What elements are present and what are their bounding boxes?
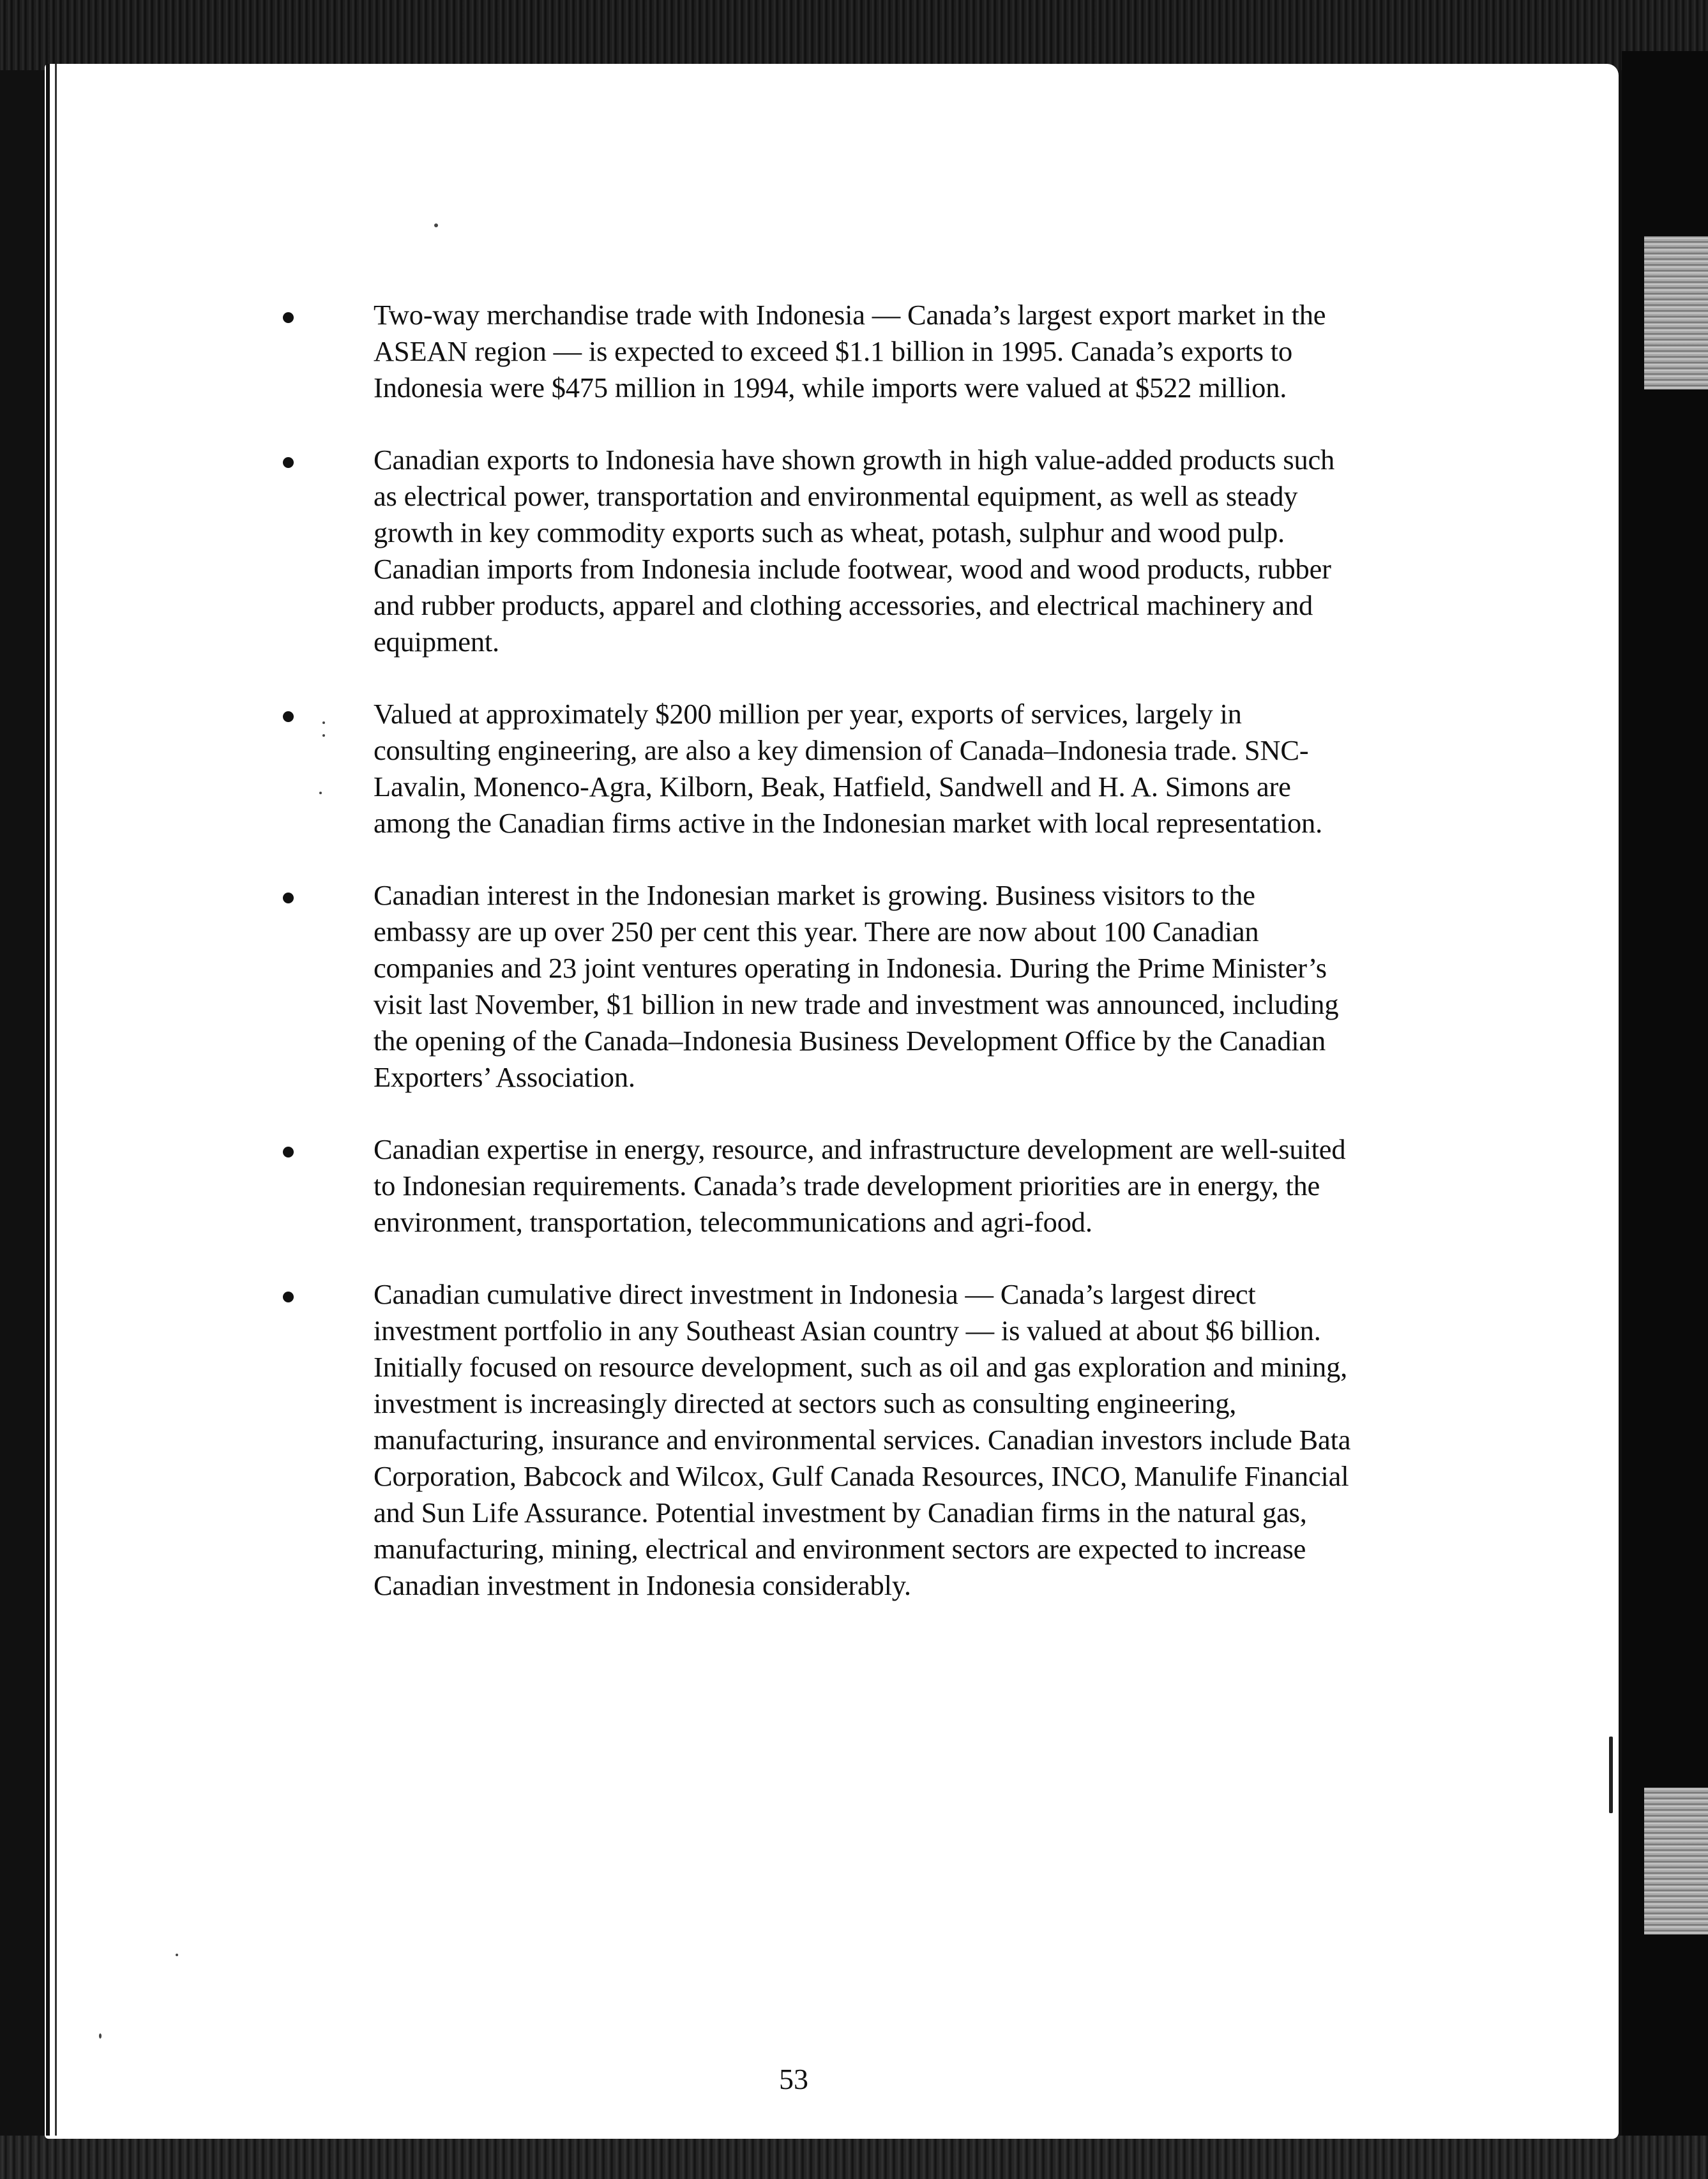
bullet-text: Canadian exports to Indonesia have shown growth in high value-added products such as electrical power, transportation and environmental equipment, as well as steady growth in key commodity exports such as wheat, potash, sulphur and wood pulp. Canadian imports from Indonesia include footwear, wood and wood products, rubber and rubber products, apparel and clothing accessories, and electrical machinery and equipment.	[374, 444, 1335, 658]
bullet-text: Canadian interest in the Indonesian market is growing. Business visitors to the embassy are up over 250 per cent this year. There are now about 100 Canadian companies and 23 joint ventures operating in Indonesia. During the Prime Minister’s visit last November, $1 billion in new trade and investment was announced, including the opening of the Canada–Indonesia Business Development Office by the Canadian Exporters’ Association.	[374, 879, 1339, 1093]
bullet-text: Two-way merchandise trade with Indonesia — Canada’s largest export market in the ASEAN region — is expected to exceed $1.1 billion in 1995. Canada’s exports to Indonesia were $475 million in 1994, while imports were valued at $522 million.	[374, 299, 1326, 403]
bullet-icon	[283, 893, 294, 903]
bullet-icon	[283, 1147, 294, 1157]
bullet-item-exports-imports	[374, 442, 1357, 660]
bullet-list	[374, 297, 1357, 1640]
scan-border-top	[0, 0, 1708, 70]
bullet-item-expertise	[374, 1131, 1357, 1240]
scan-speck	[322, 734, 325, 737]
scan-speck	[176, 1954, 178, 1956]
bullet-icon	[283, 1292, 294, 1302]
page-number: 53	[779, 2063, 808, 2095]
scan-noise-right-lower	[1644, 1788, 1708, 1934]
bullet-icon	[283, 711, 294, 722]
scan-speck	[99, 2033, 102, 2039]
bullet-item-direct-investment	[374, 1276, 1357, 1604]
bullet-item-merchandise-trade	[374, 297, 1357, 406]
binding-edge	[46, 64, 50, 2136]
scan-speck	[319, 792, 322, 794]
scan-border-bottom	[0, 2136, 1708, 2179]
bullet-text: Canadian expertise in energy, resource, and infrastructure development are well-suited to Indonesian requirements. Canada’s trade development priorities are in energy, the environment, transportation, telecommunications and agri-food.	[374, 1133, 1346, 1238]
bullet-item-services-exports	[374, 696, 1357, 841]
scan-mark	[1609, 1737, 1613, 1813]
bullet-text: Canadian cumulative direct investment in Indonesia — Canada’s largest direct investment portfolio in any Southeast Asian country — is valued at about $6 billion. Initially focused on resource development, such as oil and gas exploration and mining, investment is increasingly directed at sectors such as consulting engineering, manufacturing, insurance and environmental services. Canadian investors include Bata Corporation, Babcock and Wilcox, Gulf Canada Resources, INCO, Manulife Financial and Sun Life Assurance. Potential investment by Canadian firms in the natural gas, manufacturing, mining, electrical and environment sectors are expected to increase Canadian investment in Indonesia considerably.	[374, 1278, 1351, 1601]
scan-noise-right-upper	[1644, 236, 1708, 389]
bullet-icon	[283, 457, 294, 468]
binding-edge-inner	[55, 64, 57, 2136]
scan-speck	[434, 223, 438, 227]
bullet-text: Valued at approximately $200 million per year, exports of services, largely in consulting engineering, are also a key dimension of Canada–Indonesia trade. SNC-Lavalin, Monenco-Agra, Kilborn, Beak, Hatfield, Sandwell and H. A. Simons are among the Canadian firms active in the Indonesian market with local representation.	[374, 698, 1323, 839]
bullet-icon	[283, 312, 294, 323]
scan-speck	[322, 721, 325, 724]
bullet-item-canadian-interest	[374, 877, 1357, 1096]
